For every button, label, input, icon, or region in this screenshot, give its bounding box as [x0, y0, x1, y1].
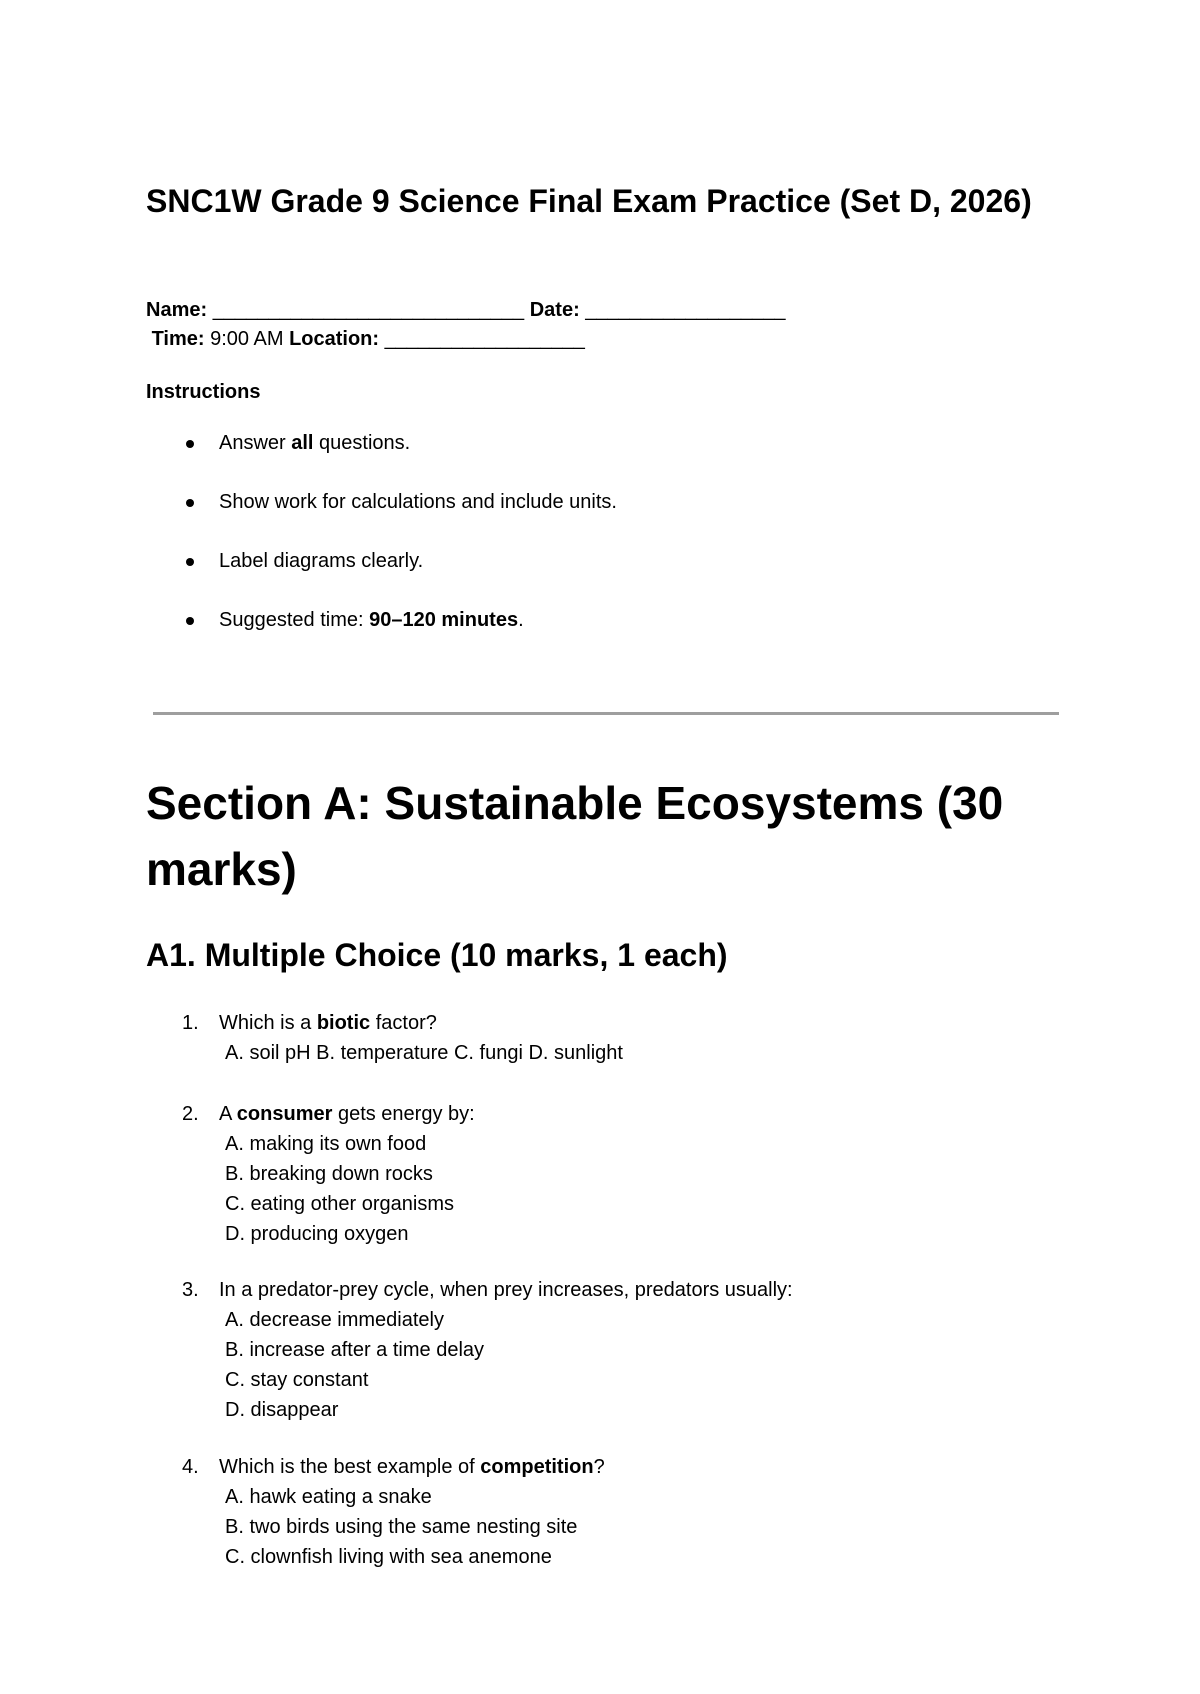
bullet-icon — [186, 617, 194, 625]
answer-option: D. disappear — [225, 1399, 339, 1421]
instructions-list — [146, 430, 617, 666]
time-label: Time: — [151, 328, 205, 350]
name-label: Name: — [146, 299, 208, 321]
list-item: Label diagrams clearly. — [146, 548, 617, 607]
list-item: Suggested time: 90–120 minutes. — [146, 607, 617, 666]
answer-option: B. two birds using the same nesting site — [225, 1516, 578, 1538]
document-title: SNC1W Grade 9 Science Final Exam Practice (Set D, 2026) — [146, 183, 1032, 219]
answer-option: A. making its own food — [225, 1133, 427, 1155]
location-label: Location: — [289, 328, 380, 350]
answer-option: B. breaking down rocks — [225, 1163, 433, 1185]
bullet-icon — [186, 558, 194, 566]
bullet-icon — [186, 499, 194, 507]
answer-option: A. soil pH B. temperature C. fungi D. sunlight — [225, 1042, 623, 1064]
location-field[interactable]: __________________ — [384, 328, 585, 350]
answer-option: B. increase after a time delay — [225, 1339, 485, 1361]
date-field[interactable]: __________________ — [585, 299, 786, 321]
subsection-a1-title: A1. Multiple Choice (10 marks, 1 each) — [146, 937, 728, 973]
question-number: 2. — [182, 1103, 199, 1125]
question-stem: In a predator-prey cycle, when prey increases, predators usually: — [219, 1279, 793, 1301]
time-location-row — [146, 325, 786, 354]
horizontal-divider — [153, 712, 1059, 715]
instructions-heading: Instructions — [146, 381, 261, 403]
section-a-title: Section A: Sustainable Ecosystems (30 marks) — [146, 777, 1004, 895]
list-item: Answer all questions. — [146, 430, 617, 489]
answer-options — [225, 1038, 623, 1068]
question-stem: Which is a biotic factor? — [219, 1012, 437, 1034]
question-number: 4. — [182, 1456, 199, 1478]
answer-option: D. producing oxygen — [225, 1223, 409, 1245]
answer-option: C. clownfish living with sea anemone — [225, 1546, 552, 1568]
answer-option: C. stay constant — [225, 1369, 369, 1391]
name-field[interactable]: ____________________________ — [212, 299, 525, 321]
question-stem: A consumer gets energy by: — [219, 1103, 475, 1125]
bullet-icon — [186, 440, 194, 448]
question-stem: Which is the best example of competition? — [219, 1456, 605, 1478]
student-info — [146, 296, 786, 354]
answer-options — [225, 1305, 484, 1425]
answer-options — [225, 1482, 577, 1572]
list-item: Show work for calculations and include units. — [146, 489, 617, 548]
question-number: 3. — [182, 1279, 199, 1301]
date-label: Date: — [529, 299, 580, 321]
answer-option: C. eating other organisms — [225, 1193, 455, 1215]
question-number: 1. — [182, 1012, 199, 1034]
answer-options — [225, 1129, 454, 1249]
name-date-row — [146, 296, 786, 325]
answer-option: A. decrease immediately — [225, 1309, 444, 1331]
time-value: 9:00 AM — [210, 328, 284, 350]
answer-option: A. hawk eating a snake — [225, 1486, 432, 1508]
